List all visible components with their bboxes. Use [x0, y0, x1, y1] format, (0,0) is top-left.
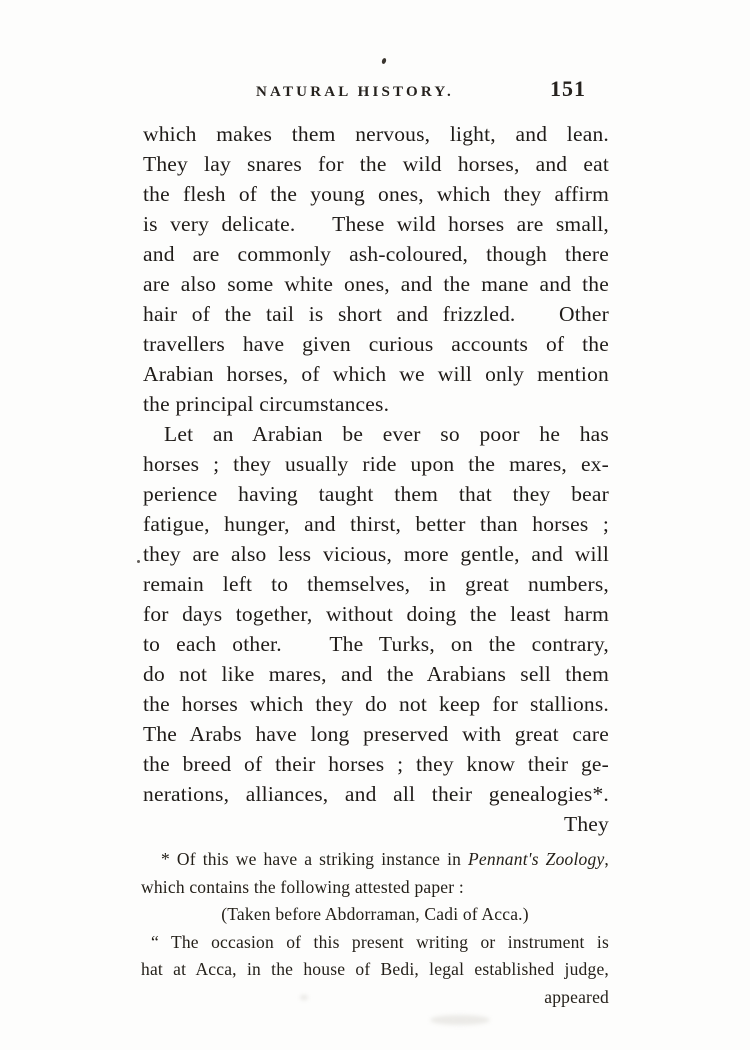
body-line: travellers have given curious accounts of the — [143, 332, 609, 356]
footnote-ref-suffix: , — [604, 849, 609, 869]
body-line: for days together, without doing the least harm — [143, 602, 609, 626]
footnote-block — [141, 846, 609, 1011]
body-line-paragraph-start: Let an Arabian be ever so poor he has — [164, 422, 609, 446]
body-line: are also some white ones, and the mane and the — [143, 272, 609, 296]
footnote-line: which contains the following attested paper : — [141, 876, 464, 897]
body-line: which makes them nervous, light, and lean. — [143, 122, 609, 146]
footnote-line-quote-start: “ The occasion of this present writing or instrument is — [151, 931, 609, 952]
footnote-ref-prefix: * Of this we have a striking instance in — [161, 849, 469, 869]
body-line: They lay snares for the wild horses, and eat — [143, 152, 609, 176]
page-number: 151 — [550, 76, 586, 101]
ink-speck — [381, 57, 387, 64]
ink-speck — [137, 560, 140, 563]
body-line: nerations, alliances, and all their genealogies*. — [143, 782, 609, 806]
catchword: They — [564, 812, 609, 836]
body-line: remain left to themselves, in great numbers, — [143, 572, 609, 596]
body-line: they are also less vicious, more gentle, and will — [143, 542, 609, 566]
body-line: Arabian horses, of which we will only mention — [143, 362, 609, 386]
scan-smudge — [430, 1015, 490, 1025]
body-line-paragraph-end: the principal circumstances. — [143, 392, 390, 416]
body-line: perience having taught them that they bear — [143, 482, 609, 506]
body-line: horses ; they usually ride upon the mares, ex- — [143, 452, 609, 476]
body-line: do not like mares, and the Arabians sell them — [143, 662, 609, 686]
body-text-block — [143, 119, 609, 839]
body-line: to each other. The Turks, on the contrary, — [143, 632, 609, 656]
body-line: the horses which they do not keep for stallions. — [143, 692, 609, 716]
footnote-line-reference — [141, 846, 609, 874]
body-line: the flesh of the young ones, which they affirm — [143, 182, 609, 206]
body-line: and are commonly ash-coloured, though there — [143, 242, 609, 266]
footnote-work-title: Pennant's Zoology — [468, 849, 605, 869]
running-header-title: NATURAL HISTORY. — [256, 84, 454, 100]
body-line: the breed of their horses ; they know their ge- — [143, 752, 609, 776]
body-line: hair of the tail is short and frizzled. Other — [143, 302, 609, 326]
footnote-line-attestation-heading: (Taken before Abdorraman, Cadi of Acca.) — [221, 904, 529, 924]
scan-smudge — [300, 995, 308, 1000]
footnote-catchword: appeared — [544, 986, 609, 1007]
body-line: is very delicate. These wild horses are small, — [143, 212, 609, 236]
body-line: fatigue, hunger, and thirst, better than horses ; — [143, 512, 609, 536]
body-line: The Arabs have long preserved with great care — [143, 722, 609, 746]
footnote-line: hat at Acca, in the house of Bedi, legal established judge, — [141, 959, 609, 979]
